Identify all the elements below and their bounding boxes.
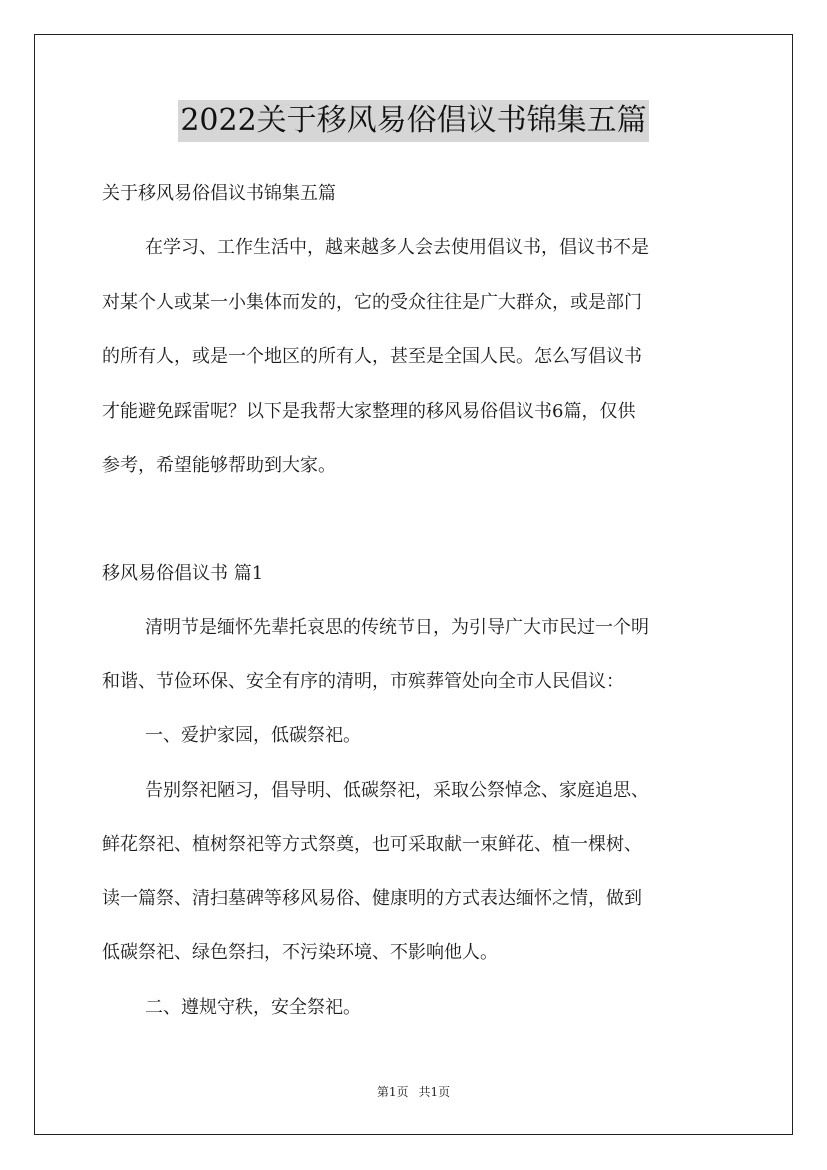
section-line: 鲜花祭祀、植树祭祀等方式祭奠，也可采取献一束鲜花、植一棵树、 — [102, 834, 642, 855]
intro-line: 的所有人，或是一个地区的所有人，甚至是全国人民。怎么写倡议书 — [102, 346, 642, 367]
section-line: 和谐、节俭环保、安全有序的清明，市殡葬管处向全市人民倡议： — [102, 671, 624, 692]
section-heading: 移风易俗倡议书 篇1 — [102, 563, 264, 584]
section-line: 二、遵规守秩，安全祭祀。 — [145, 997, 361, 1018]
document-title-wrap — [0, 100, 827, 142]
section-line: 清明节是缅怀先辈托哀思的传统节日，为引导广大市民过一个明 — [145, 617, 649, 638]
document-title: 2022关于移风易俗倡议书锦集五篇 — [178, 100, 648, 142]
page-footer — [0, 1084, 827, 1100]
intro-line: 参考，希望能够帮助到大家。 — [102, 455, 336, 476]
intro-line: 对某个人或某一小集体而发的，它的受众往往是广大群众，或是部门 — [102, 292, 642, 313]
intro-line: 在学习、工作生活中，越来越多人会去使用倡议书，倡议书不是 — [145, 237, 649, 258]
section-line: 低碳祭祀、绿色祭扫，不污染环境、不影响他人。 — [102, 942, 498, 963]
section-line: 读一篇祭、清扫墓碑等移风易俗、健康明的方式表达缅怀之情，做到 — [102, 888, 642, 909]
page-total: 共1页 — [418, 1085, 451, 1099]
section-line: 一、爱护家园，低碳祭祀。 — [145, 725, 361, 746]
section-line: 告别祭祀陋习，倡导明、低碳祭祀，采取公祭悼念、家庭追思、 — [145, 780, 649, 801]
page-number: 第1页 — [376, 1085, 409, 1099]
document-subtitle: 关于移风易俗倡议书锦集五篇 — [102, 183, 336, 204]
intro-line: 才能避免踩雷呢？以下是我帮大家整理的移风易俗倡议书6篇，仅供 — [102, 401, 636, 422]
